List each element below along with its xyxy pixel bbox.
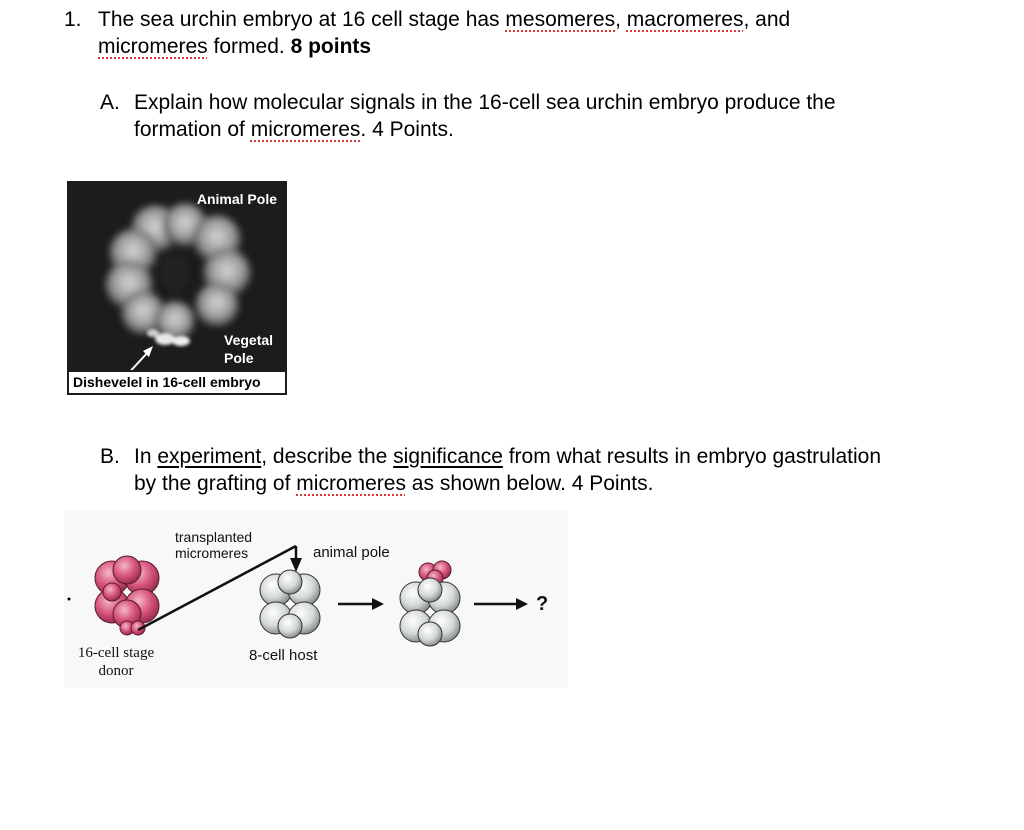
grafting-diagram bbox=[64, 510, 568, 688]
spellcheck-term[interactable]: micromeres bbox=[250, 118, 361, 141]
spellcheck-term[interactable]: micromeres bbox=[98, 35, 208, 58]
vegetal-pole-label bbox=[224, 331, 273, 367]
grammar-term[interactable]: significance bbox=[393, 445, 503, 468]
question-1-line-1 bbox=[64, 6, 1004, 33]
label-line: micromeres bbox=[175, 545, 249, 561]
vegetal-label-line: Pole bbox=[224, 350, 254, 366]
spellcheck-term[interactable]: mesomeres bbox=[505, 8, 616, 31]
part-a-text: . 4 Points. bbox=[360, 118, 454, 141]
question-text: The sea urchin embryo at 16 cell stage has bbox=[98, 8, 506, 31]
part-b-text: , describe the bbox=[261, 445, 394, 468]
label-line: 16-cell stage bbox=[77, 645, 155, 661]
animal-pole-label: animal pole bbox=[313, 544, 390, 561]
part-a-text: Explain how molecular signals in the 16-cell sea urchin embryo produce the bbox=[134, 91, 836, 114]
question-1-line-2 bbox=[64, 33, 1004, 60]
vegetal-label-line: Vegetal bbox=[224, 332, 274, 348]
process-arrow-head bbox=[372, 598, 384, 610]
host-embryo bbox=[260, 570, 320, 638]
part-label: B. bbox=[100, 445, 120, 468]
points-label: 8 points bbox=[290, 35, 372, 58]
spellcheck-term[interactable]: macromeres bbox=[626, 8, 744, 31]
part-b-text: as shown below. 4 Points. bbox=[405, 472, 654, 495]
part-label: A. bbox=[100, 91, 120, 114]
label-line: donor bbox=[98, 663, 134, 679]
grammar-term[interactable]: experiment bbox=[157, 445, 262, 468]
question-1 bbox=[64, 6, 1004, 60]
dishevelled-micrograph bbox=[67, 181, 287, 395]
animal-pole-label: Animal Pole bbox=[196, 191, 277, 207]
grafted-embryo bbox=[400, 561, 460, 646]
figure-caption: Dishevelel in 16-cell embryo bbox=[67, 370, 287, 395]
question-text: , and bbox=[743, 8, 791, 31]
label-line: transplanted bbox=[175, 529, 253, 545]
question-number: 1. bbox=[64, 8, 82, 31]
question-text: formed. bbox=[207, 35, 291, 58]
part-a bbox=[100, 89, 980, 143]
result-question-mark: ? bbox=[536, 593, 549, 615]
donor-label bbox=[68, 644, 164, 680]
process-arrow-head bbox=[516, 598, 528, 610]
spellcheck-term[interactable]: micromeres bbox=[296, 472, 406, 495]
part-a-text: formation of bbox=[134, 118, 251, 141]
transplanted-micromeres-label bbox=[175, 529, 252, 561]
part-b-text: by the grafting of bbox=[134, 472, 297, 495]
part-b-text: In bbox=[134, 445, 158, 468]
part-b bbox=[100, 443, 1000, 497]
part-b-text: from what results in embryo gastrulation bbox=[502, 445, 882, 468]
question-text: , bbox=[615, 8, 627, 31]
host-label: 8-cell host bbox=[249, 647, 318, 664]
